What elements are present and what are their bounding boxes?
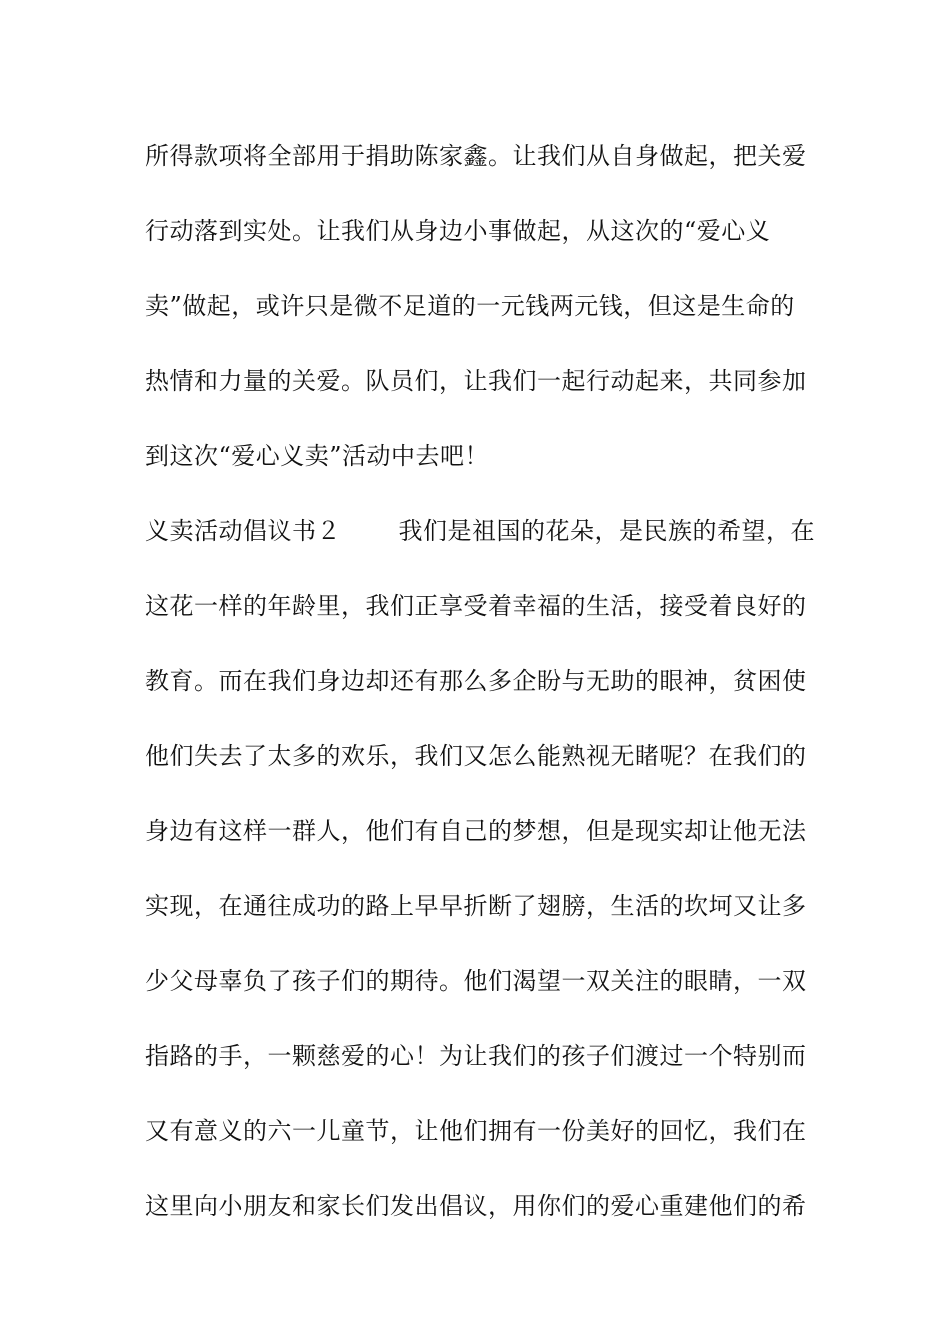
paragraph-line (145, 1099, 815, 1163)
document-body (145, 124, 815, 1249)
line-text: 他们失去了太多的欢乐，我们又怎么能熟视无睹呢？在我们的 (145, 742, 807, 770)
paragraph-line (145, 424, 815, 488)
paragraph-line (145, 1174, 815, 1238)
paragraph-line (145, 1024, 815, 1088)
paragraph-line (145, 799, 815, 863)
line-text: 行动落到实处。让我们从身边小事做起，从这次的“爱心义 (145, 217, 771, 245)
line-text: 所得款项将全部用于捐助陈家鑫。让我们从自身做起，把关爱 (145, 142, 807, 170)
paragraph-line (145, 349, 815, 413)
paragraph-line (145, 574, 815, 638)
paragraph-line (145, 274, 815, 338)
line-text: 又有意义的六一儿童节，让他们拥有一份美好的回忆，我们在 (145, 1117, 807, 1145)
paragraph-line (145, 649, 815, 713)
line-text: 少父母辜负了孩子们的期待。他们渴望一双关注的眼睛，一双 (145, 967, 807, 995)
line-text: 这里向小朋友和家长们发出倡议，用你们的爱心重建他们的希 (145, 1192, 807, 1220)
section-title: 义卖活动倡议书２ (145, 517, 341, 545)
paragraph-line (145, 199, 815, 263)
paragraph-line (145, 874, 815, 938)
line-text: 实现，在通往成功的路上早早折断了翅膀，生活的坎坷又让多 (145, 892, 807, 920)
line-text: 教育。而在我们身边却还有那么多企盼与无助的眼神，贫困使 (145, 667, 807, 695)
paragraph-line (145, 124, 815, 188)
line-text: 卖”做起，或许只是微不足道的一元钱两元钱，但这是生命的 (145, 292, 795, 320)
section-heading-line (145, 499, 815, 563)
line-text: 到这次“爱心义卖”活动中去吧！ (145, 442, 490, 470)
line-text: 热情和力量的关爱。队员们，让我们一起行动起来，共同参加 (145, 367, 807, 395)
paragraph-line (145, 724, 815, 788)
paragraph-line (145, 949, 815, 1013)
line-text: 指路的手，一颗慈爱的心！为让我们的孩子们渡过一个特别而 (145, 1042, 807, 1070)
line-text: 这花一样的年龄里，我们正享受着幸福的生活，接受着良好的 (145, 592, 807, 620)
line-text: 我们是祖国的花朵，是民族的希望，在 (398, 517, 815, 545)
line-text: 身边有这样一群人，他们有自己的梦想，但是现实却让他无法 (145, 817, 807, 845)
